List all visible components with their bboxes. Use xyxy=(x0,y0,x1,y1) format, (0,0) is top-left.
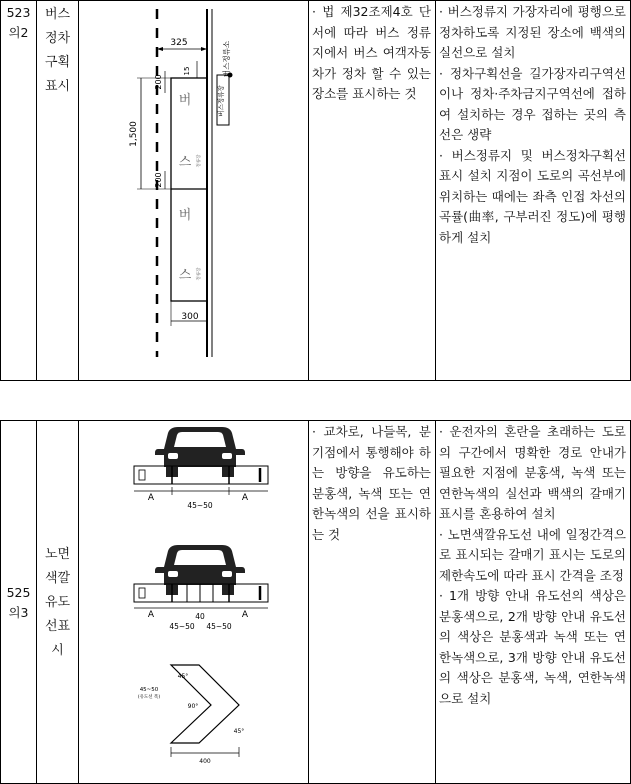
note-item: · 운전자의 혼란을 초래하는 도로의 구간에서 명확한 경로 안내가 필요한 지점에 분홍색, 녹색 또는 연한녹색의 실선과 백색의 갈매기 표시를 혼용하여 설치 xyxy=(439,424,626,521)
name-cell xyxy=(37,1,79,381)
name-line: 표시 xyxy=(44,79,71,94)
bus-stop-diagram xyxy=(79,1,309,376)
figure-cell xyxy=(79,1,309,381)
road-char-seu: 스 xyxy=(178,155,192,170)
road-char-seu: 스 xyxy=(178,268,192,283)
chevron-angle-label: 45° xyxy=(233,728,245,735)
code-suffix: 의2 xyxy=(8,25,29,40)
dim-bottom-label: 300 xyxy=(181,312,199,322)
name-line: 선표 xyxy=(44,619,71,634)
basis-cell xyxy=(309,421,436,784)
dim-mid-label: 45~50 xyxy=(187,501,213,510)
dim-200b-label: 200 xyxy=(154,172,163,188)
basis-text: · 법 제32조제4호 단서에 따라 버스 정류지에서 버스 여객자동차가 정차 할 수 있는 장소를 표시하는 것 xyxy=(312,4,431,101)
note-item: · 노면색깔유도선 내에 일정간격으로 표시되는 갈매기 표시는 도로의 제한속도에 따라 표시 간격을 조정 xyxy=(439,526,626,583)
regulation-table-523-2 xyxy=(0,0,631,381)
chevron-angle-label: 45° xyxy=(177,673,189,680)
dim-15-label: 15 xyxy=(183,66,191,76)
name-line: 시 xyxy=(51,643,64,658)
code-cell xyxy=(1,421,37,784)
note-item: · 버스정류지 가장자리에 평행으로 정차하도록 지정된 장소에 백색의 실선으로 설치 xyxy=(439,4,626,60)
code-number: 523 xyxy=(6,5,31,20)
road-char-beo: 버 xyxy=(178,208,192,223)
dim-1500-label: 1,500 xyxy=(129,121,139,147)
note-item: · 버스정류지 및 버스정차구획선 표시 설치 지점이 도로의 곡선부에 위치하는 때에는 좌측 인접 차선의 곡률(曲率, 구부러진 정도)에 평행하게 설치 xyxy=(439,147,626,245)
notes-cell xyxy=(436,421,631,784)
name-line: 버스 xyxy=(44,7,71,22)
dim-a-label: A xyxy=(241,493,249,503)
chevron-width-label: 45~50 xyxy=(139,687,159,693)
regulation-table-525-3 xyxy=(0,420,631,784)
note-item: · 1개 방향 안내 유도선의 색상은 분홍색으로, 2개 방향 안내 유도선의 색상은 분홍색과 녹색 또는 연한녹색으로, 3개 방향 안내 유도선의 색상은 분홍색, 녹색, 연한녹색으로 설치 xyxy=(439,588,626,706)
code-suffix: 의3 xyxy=(8,605,29,620)
chevron-length-label: 400 xyxy=(199,758,211,765)
dim-mid-label: 45~50 xyxy=(169,622,195,631)
code-cell xyxy=(1,1,37,381)
guide-line-band xyxy=(134,584,268,602)
bus-stop-sign-label: 버스정류소 xyxy=(222,40,231,78)
notes-cell xyxy=(436,1,631,381)
road-char-beo: 버 xyxy=(178,93,192,108)
dim-200a-label: 200 xyxy=(154,74,163,90)
name-line: 노면 xyxy=(44,547,71,562)
name-line: 색깔 xyxy=(44,571,71,586)
dim-top-label: 325 xyxy=(170,38,188,48)
code-number: 525 xyxy=(6,585,31,600)
guide-line-band xyxy=(134,466,268,484)
basis-cell xyxy=(309,1,436,381)
name-line: 유도 xyxy=(44,595,71,610)
name-line: 구획 xyxy=(44,55,71,70)
dim-mid-label: 45~50 xyxy=(206,622,232,631)
dim-a-label: A xyxy=(241,610,249,620)
color-guide-line-diagram xyxy=(79,421,309,779)
road-small-note: 정류장 xyxy=(197,154,202,168)
bus-shelter-label: 버스정류장 xyxy=(217,85,225,117)
car-icon xyxy=(155,427,245,477)
name-line: 정차 xyxy=(44,31,71,46)
dim-a-label: A xyxy=(147,610,155,620)
chevron-width-note: (유도선 폭) xyxy=(137,695,161,700)
chevron-angle-label: 90° xyxy=(187,703,199,710)
note-item: · 정차구획선을 길가장자리구역선이나 정차·주차금지구역선에 접하여 설치하는 경우 접하는 곳의 측선은 생략 xyxy=(439,65,626,142)
road-small-note: 정류장 xyxy=(197,267,202,281)
dim-forty-label: 40 xyxy=(195,612,205,621)
dim-a-label: A xyxy=(147,493,155,503)
basis-text: · 교차로, 나들목, 분기점에서 통행해야 하는 방향을 유도하는 분홍색, 녹색 또는 연한녹색의 선을 표시하는 것 xyxy=(312,424,431,542)
name-cell xyxy=(37,421,79,784)
figure-cell xyxy=(79,421,309,784)
